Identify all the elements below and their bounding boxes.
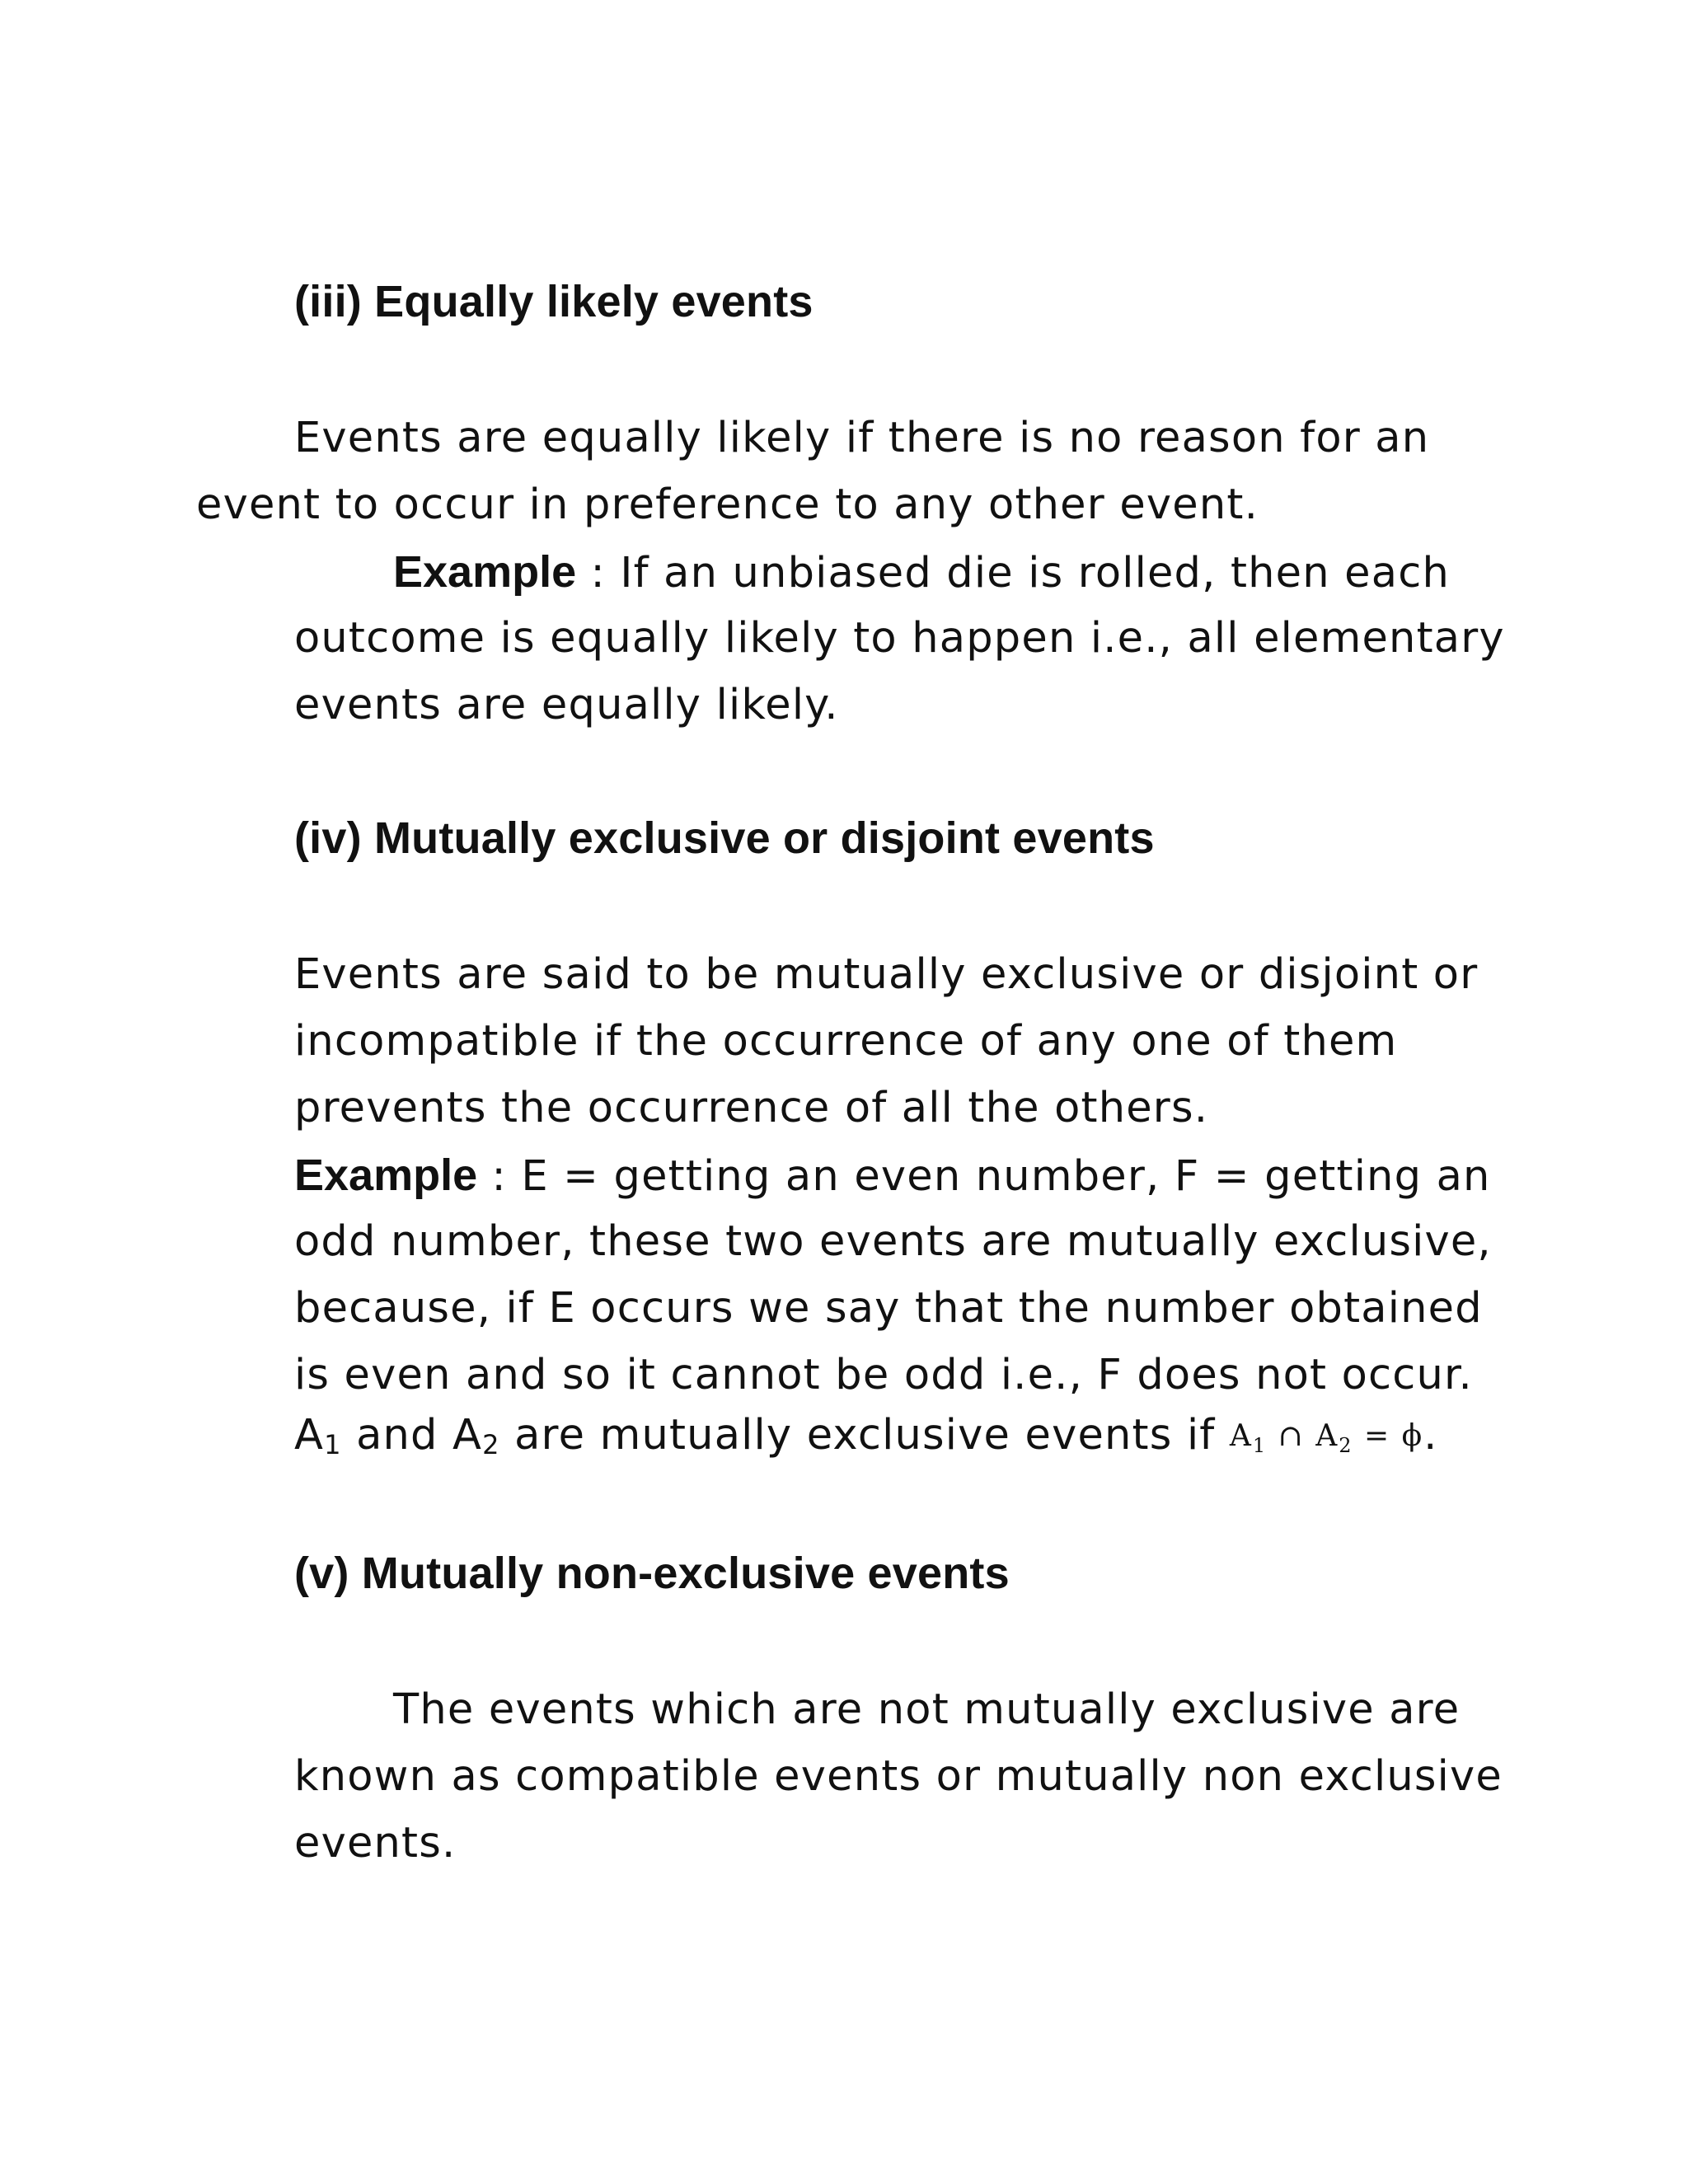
example-label: Example: [294, 1151, 478, 1200]
paragraph-line: known as compatible events or mutually non exclusive: [294, 1752, 1503, 1801]
intersection-formula: $A_1$ ∩ $A_2 = \phi$: [1229, 1419, 1424, 1458]
example-text: : E = getting an even number, F = getting an: [477, 1152, 1491, 1201]
paragraph-line: Events are said to be mutually exclusive or disjoint or: [294, 950, 1479, 999]
example-line: is even and so it cannot be odd i.e., F does not occur.: [294, 1351, 1473, 1399]
example-label: Example: [393, 547, 577, 597]
paragraph-line: Events are equally likely if there is no reason for an: [294, 414, 1430, 462]
section-heading: (v) Mutually non-exclusive events: [294, 1549, 1010, 1598]
section-heading: (iv) Mutually exclusive or disjoint events: [294, 813, 1155, 863]
paragraph-line: events.: [294, 1819, 457, 1868]
paragraph-line: event to occur in preference to any other event.: [196, 480, 1259, 529]
example-line: [294, 1151, 1491, 1202]
paragraph-line: incompatible if the occurrence of any one of them: [294, 1017, 1398, 1066]
example-line: outcome is equally likely to happen i.e., all elementary: [294, 614, 1505, 663]
section-heading: (iii) Equally likely events: [294, 277, 814, 326]
example-line: [393, 547, 1450, 598]
paragraph-line: prevents the occurrence of all the others.: [294, 1084, 1209, 1132]
formula-line: $A_1$ and $A_2$ are mutually exclusive events if $A_1$ ∩ $A_2 = \phi$.: [294, 1411, 1438, 1460]
example-line: events are equally likely.: [294, 681, 839, 729]
example-line: because, if E occurs we say that the number obtained: [294, 1284, 1483, 1333]
example-line: odd number, these two events are mutually exclusive,: [294, 1217, 1492, 1266]
paragraph-line: The events which are not mutually exclusive are: [393, 1685, 1461, 1734]
example-text: : If an unbiased die is rolled, then each: [576, 549, 1450, 598]
